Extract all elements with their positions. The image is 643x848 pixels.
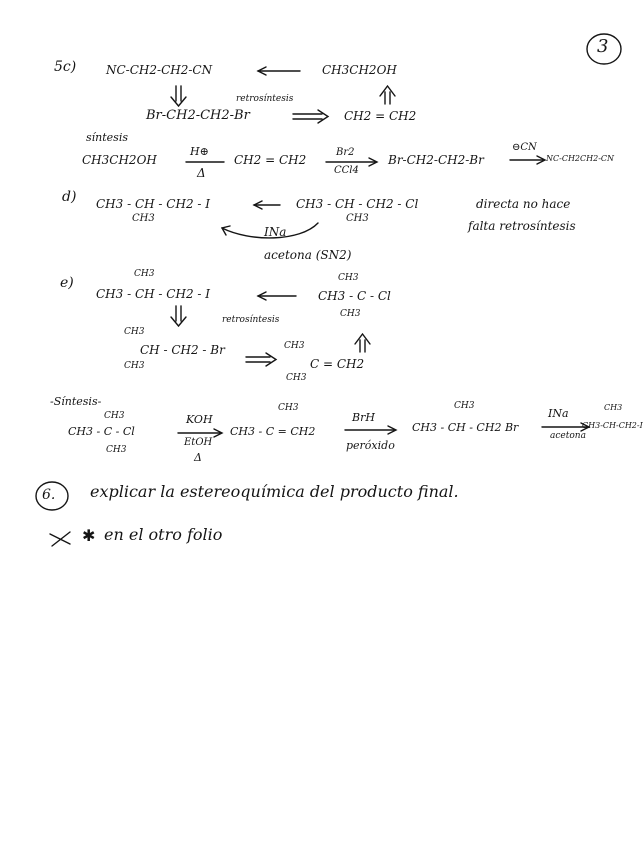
5c-s-alkene: CH2 = CH2 <box>234 153 307 167</box>
d-note2: falta retrosíntesis <box>468 219 576 233</box>
e-alkene-bottom: CH3 <box>286 373 307 383</box>
5c-s-start: CH3CH2OH <box>82 153 157 167</box>
e-iodide: CH3 - CH - CH2 - I <box>96 287 210 301</box>
e-chloride-bottom: CH3 <box>340 309 361 319</box>
5c-s-cn: ⊖CN <box>512 142 537 153</box>
d-solvent: acetona (SN2) <box>264 248 352 262</box>
5c-s-br-top: Br2 <box>336 147 355 158</box>
synth-etoh: EtOH <box>184 437 213 448</box>
synth-s2-top: CH3 <box>278 403 299 413</box>
5c-s-product: NC-CH2CH2-CN <box>546 154 615 163</box>
q6-text: explicar la estereoquímica del producto final. <box>90 482 459 501</box>
e-retro-label: retrosíntesis <box>222 315 280 325</box>
synth-s2: CH3 - C = CH2 <box>230 425 316 438</box>
synth-ina: INa <box>548 407 569 420</box>
5c-alkene: CH2 = CH2 <box>344 109 417 123</box>
synth-s1: CH3 - C - Cl <box>68 425 135 438</box>
5c-synth-label: síntesis <box>86 131 128 144</box>
synth-s3-top: CH3 <box>454 401 475 411</box>
d-left-sub: CH3 <box>132 213 155 224</box>
q6-note: en el otro folio <box>104 525 223 544</box>
5c-start: CH3CH2OH <box>322 63 397 77</box>
5c-s-dibromide: Br-CH2-CH2-Br <box>388 153 484 167</box>
synth-s4-top: CH3 <box>604 403 623 412</box>
synth-koh: KOH <box>186 413 213 426</box>
synth-hbr: BrH <box>352 411 375 424</box>
synth-delta: Δ <box>194 451 202 464</box>
5c-s-reagent-bottom: Δ <box>197 166 206 180</box>
synth-s1-top: CH3 <box>104 411 125 421</box>
label-e: e) <box>60 275 74 291</box>
d-reagent: INa <box>264 225 287 239</box>
d-left: CH3 - CH - CH2 - I <box>96 197 210 211</box>
synth-peroxide: peróxido <box>346 439 395 452</box>
e-chloride: CH3 - C - Cl <box>318 289 391 303</box>
e-bromide-top: CH3 <box>124 327 145 337</box>
e-bromide-bottom: CH3 <box>124 361 145 371</box>
5c-s-reagent-top: H⊕ <box>190 145 209 158</box>
synth-label: -Síntesis- <box>50 395 102 408</box>
d-right: CH3 - CH - CH2 - Cl <box>296 197 419 211</box>
synth-acetone: acetona <box>550 431 586 441</box>
5c-dibromide: Br-CH2-CH2-Br <box>146 108 250 123</box>
d-right-sub: CH3 <box>346 213 369 224</box>
synth-s3: CH3 - CH - CH2 Br <box>412 421 519 434</box>
label-5c: 5c) <box>54 59 77 75</box>
synth-s1-bottom: CH3 <box>106 445 127 455</box>
e-chloride-top: CH3 <box>338 273 359 283</box>
e-alkene: C = CH2 <box>310 357 365 371</box>
q6-number: 6. <box>42 487 56 503</box>
5c-s-br-bottom: CCl4 <box>334 165 359 176</box>
synth-s4: CH3-CH-CH2-I <box>582 421 643 430</box>
e-iodide-top: CH3 <box>134 269 155 279</box>
5c-product: NC-CH2-CH2-CN <box>106 63 213 77</box>
d-note1: directa no hace <box>476 197 571 211</box>
e-alkene-top: CH3 <box>284 341 305 351</box>
label-d: d) <box>62 189 77 205</box>
5c-retro-label: retrosíntesis <box>236 94 294 104</box>
page-number: 3 <box>597 36 609 57</box>
e-bromide: CH - CH2 - Br <box>140 343 225 357</box>
asterisk-icon: ✱ <box>82 526 96 545</box>
